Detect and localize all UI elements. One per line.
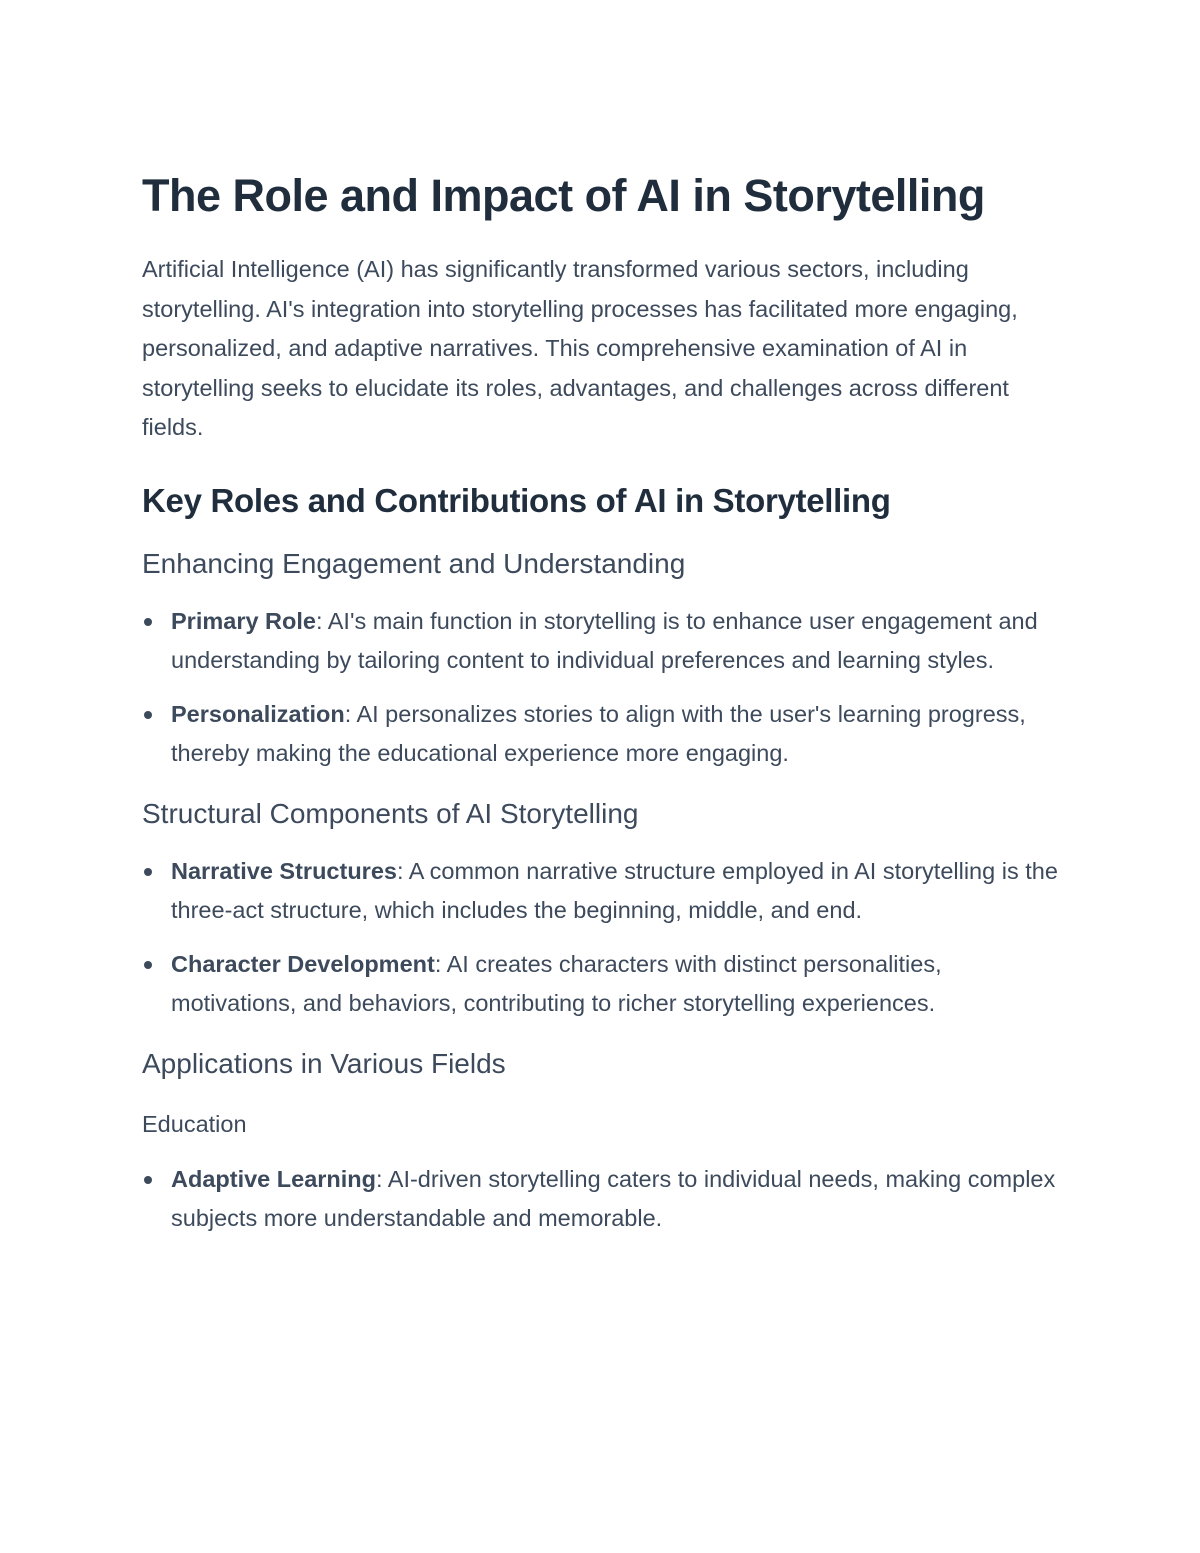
bullet-icon (144, 711, 152, 719)
list-item (142, 695, 1072, 774)
sub-subsection-heading-education: Education (142, 1110, 247, 1137)
document-title: The Role and Impact of AI in Storytelling (142, 170, 985, 221)
section-heading-key-roles: Key Roles and Contributions of AI in Storytelling (142, 481, 891, 519)
list-item-term: Adaptive Learning (171, 1165, 377, 1192)
list-item-separator: : (376, 1165, 383, 1192)
list-item-text: A common narrative structure employed in AI storytelling is the three-act structure, which includes the beginning, middle, and end. (171, 857, 1058, 923)
list-item-text: AI creates characters with distinct personalities, motivations, and behaviors, contributing to richer storytelling experiences. (171, 950, 942, 1016)
list-item-term: Personalization (171, 700, 345, 727)
list-item-separator: : (315, 607, 323, 634)
list-item (142, 1160, 1072, 1239)
list-item-separator: : (344, 700, 352, 727)
list-item (142, 852, 1072, 931)
intro-paragraph: Artificial Intelligence (AI) has significantly transformed various sectors, including storytelling. AI's integration into storytelling processes has facilitated more engaging, personalized, and adaptive narratives. This comprehensive examination of AI in storytelling seeks to elucidate its roles, advantages, and challenges across different fields. (142, 256, 1018, 440)
list-item-separator: : (396, 857, 404, 884)
list-item-term: Narrative Structures (171, 857, 397, 884)
education-list (142, 1160, 1072, 1239)
list-item (142, 945, 1072, 1024)
list-item-text: AI's main function in storytelling is to enhance user engagement and understanding by tailoring content to individual preferences and learning styles. (171, 607, 1038, 673)
document-page (142, 168, 1072, 1239)
subsection-heading-engagement: Enhancing Engagement and Understanding (142, 547, 686, 579)
engagement-list (142, 602, 1072, 774)
structural-list (142, 852, 1072, 1024)
bullet-icon (144, 1176, 152, 1184)
bullet-icon (144, 868, 152, 876)
list-item-term: Primary Role (171, 607, 316, 634)
list-item (142, 602, 1072, 681)
subsection-heading-applications: Applications in Various Fields (142, 1047, 506, 1079)
list-item-term: Character Development (171, 950, 435, 977)
list-item-text: AI-driven storytelling caters to individual needs, making complex subjects more understandable and memorable. (171, 1165, 1056, 1231)
subsection-heading-structural: Structural Components of AI Storytelling (142, 797, 639, 829)
list-item-separator: : (434, 950, 442, 977)
bullet-icon (144, 618, 152, 626)
bullet-icon (144, 961, 152, 969)
list-item-text: AI personalizes stories to align with the user's learning progress, thereby making the educational experience more engaging. (171, 700, 1026, 766)
